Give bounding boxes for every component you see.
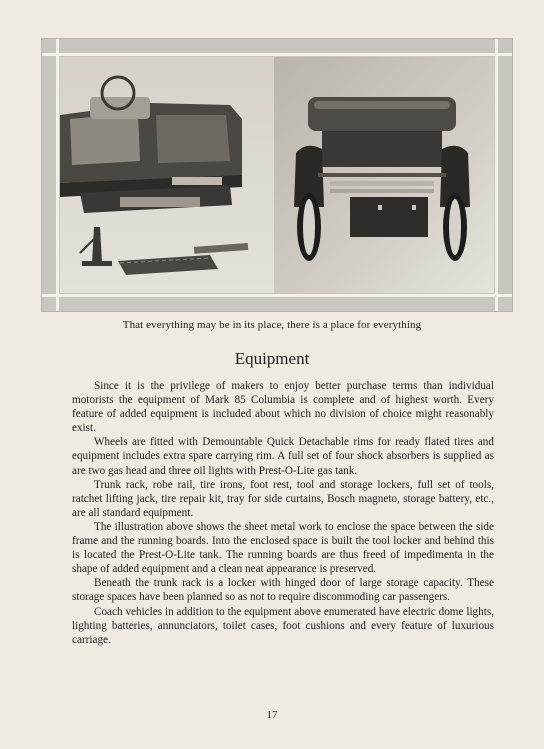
page-title: Equipment (234, 349, 310, 368)
paragraph: Coach vehicles in addition to the equipment above enumerated have electric dome lights, lighting batteries, annunciators, toilet cases, foot cushions and every feature of luxurious carriage. (72, 605, 494, 646)
photo-illustration (60, 57, 494, 293)
figure-caption: That everything may be in its place, there is a place for everything (122, 319, 422, 331)
page-number: 17 (266, 709, 278, 721)
car-rear-photo (274, 57, 494, 293)
frame-stripe (495, 39, 498, 311)
paragraph: Wheels are fitted with Demountable Quick Detachable rims for ready flated tires and equipment includes extra spare carrying rim. A full set of four shock absorbers is supplied as are two gas head and three oil lights with Prest-O-Lite gas tank. (72, 436, 494, 477)
frame-stripe (56, 39, 59, 311)
car-side-interior-photo (60, 57, 274, 293)
paragraph: Beneath the trunk rack is a locker with hinged door of large storage capacity. These storage spaces have been planned so as not to require discommoding car passengers. (72, 577, 494, 604)
paragraph: Since it is the privilege of makers to enjoy better purchase terms than individual motorists the equipment of Mark 85 Columbia is complete and of highest worth. Every feature of added equipment is included about which no division of choice might reasonably exist. (72, 380, 494, 435)
article-body (72, 379, 494, 647)
photo-frame (41, 38, 513, 312)
paragraph: The illustration above shows the sheet metal work to enclose the space between the side frame and the running boards. Into the enclosed space is built the tool locker and behind this is located the Prest-O-Lite tank. The running boards are thus freed of impedimenta in the shape of added equipment and a clean neat appearance is preserved. (72, 520, 494, 576)
paragraph: Trunk rack, robe rail, tire irons, foot rest, tool and storage lockers, full set of tools, ratchet lifting jack, tire repair kit, tray for side curtains, Bosch magneto, storage battery, etc., are all standard equipment. (72, 478, 494, 519)
photo-area (60, 57, 494, 293)
frame-stripe (42, 53, 512, 56)
frame-stripe (42, 294, 512, 297)
